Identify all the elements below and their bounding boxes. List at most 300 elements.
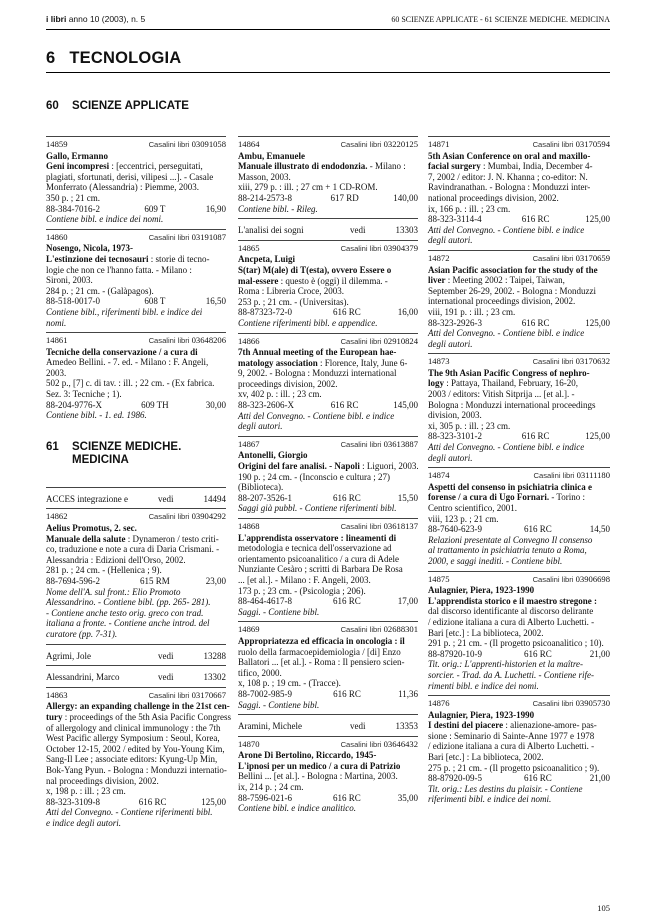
entry-note: Atti del Convegno. - Contiene bibl. e indice xyxy=(238,410,395,421)
entry-header xyxy=(238,439,418,451)
entry-line: Aulagnier, Piera, 1923-1990 xyxy=(428,709,535,720)
entry-number: 14866 xyxy=(238,335,260,346)
code-label: Casalini libri xyxy=(340,739,382,749)
entry-line: The 9th Asian Pacific Congress of nephro- xyxy=(428,367,590,378)
entry-line: plagiati, sfortunati, derisi, vilipesi ...]. - Casale xyxy=(46,171,214,182)
code-number: 03170632 xyxy=(575,356,610,367)
subsection-name: SCIENZE MEDICHE. xyxy=(72,440,182,453)
entry-title: liver xyxy=(428,275,446,286)
entry-note: 2000, e saggi inediti. - Contiene bibl. xyxy=(428,555,563,566)
entry-code xyxy=(341,139,418,151)
entry-note: sorcier. - Trad. da A. Luchetti. - Contiene rife- xyxy=(428,669,594,680)
entry-line: 2003. xyxy=(46,367,67,378)
entry-line: ... [et al.]. - Milano : F. Angeli, 2003. xyxy=(238,574,371,585)
entry-line: viii, 123 p. ; 21 cm. xyxy=(428,513,499,524)
cross-reference xyxy=(46,644,226,666)
entry-note: Contiene bibl., riferimenti bibl. e indice dei xyxy=(46,306,203,317)
entry-header xyxy=(238,739,418,751)
code-number: 03220125 xyxy=(383,139,418,149)
entry-code xyxy=(149,335,226,347)
entry-isbn-row xyxy=(238,307,418,318)
entry-code xyxy=(341,439,418,451)
entry-note: Contiene bibl. - 1. ed. 1986. xyxy=(46,410,147,421)
entry-line: Bologna : Monduzzi international proceedings xyxy=(428,399,596,410)
entry-isbn-row xyxy=(428,773,610,784)
entry-note: italiana a fronte. - Contiene anche introd. del xyxy=(46,618,210,629)
code-label: Casalini libri xyxy=(532,253,574,263)
column-1 xyxy=(46,136,231,832)
entry-code xyxy=(341,739,418,751)
issue-label: anno 10 (2003), n. 5 xyxy=(68,14,146,24)
code-number: 03646432 xyxy=(383,738,418,749)
entry-number: 14874 xyxy=(428,470,450,481)
entry-header xyxy=(428,698,610,710)
price: 30,00 xyxy=(205,399,226,410)
entry-line: ix, 166 p. : ill. ; 23 cm. xyxy=(428,203,511,214)
journal-name: i libri xyxy=(46,14,67,24)
code-label: Casalini libri xyxy=(340,140,382,149)
entry-line: national proceedings division, 2002. xyxy=(428,192,559,203)
code-label: Casalini libri xyxy=(533,471,575,481)
entry-title: forense / a cura di Ugo Fornari. xyxy=(428,492,550,503)
entry-line: Ravindranathan. - Bologna : Monduzzi inter- xyxy=(428,182,591,193)
catalog-entry xyxy=(46,332,226,425)
entry-number: 14870 xyxy=(238,738,260,749)
catalog-entry xyxy=(46,508,226,643)
xref-name: Aramini, Michele xyxy=(238,721,302,732)
entry-line: Geni incompresi : [eccentrici, perseguitati, xyxy=(46,161,203,172)
entry-note: Contiene bibl. e indice dei nomi. xyxy=(46,214,164,225)
entry-note: degli autori. xyxy=(428,338,473,349)
code-label: Casalini libri xyxy=(148,690,190,700)
entry-line: (Biblioteca). xyxy=(238,482,284,493)
entry-line: tifico, 2000. xyxy=(238,667,282,678)
code-number: 02688301 xyxy=(383,624,418,635)
entry-number: 14862 xyxy=(46,511,68,522)
isbn: 88-323-2606-X xyxy=(238,400,294,411)
isbn: 88-214-2573-8 xyxy=(238,192,292,203)
entry-header xyxy=(46,511,226,523)
xref-number: 13302 xyxy=(203,672,226,683)
entry-title: Origini del fare analisi. - Napoli xyxy=(238,461,360,472)
entry-line: Sang-Il Lee ; associate editors: Kyung-Up Min, xyxy=(46,754,218,765)
entry-line: Roma : Libreria Croce, 2003. xyxy=(238,286,344,297)
entry-line: xi, 305 p. : ill. ; 23 cm. xyxy=(428,420,511,431)
classification: 616 RC xyxy=(332,307,361,318)
catalog-entry xyxy=(428,136,610,250)
entry-note: riferimenti bibl. e indice dei nomi. xyxy=(428,794,552,805)
entry-line: Bellini ... [et al.]. - Bologna : Martina, 2003. xyxy=(238,771,398,782)
entry-line: L'apprendista storico e il maestro stregone : xyxy=(428,595,597,606)
entry-line: Aspetti del consenso in psichiatria clinica e xyxy=(428,481,592,492)
entry-isbn-row xyxy=(428,524,610,535)
entry-line: West Pacific allergy Symposium : Seoul, Korea, xyxy=(46,733,220,744)
entry-code xyxy=(533,139,610,151)
entry-header xyxy=(238,624,418,636)
entry-line: 502 p., [7] c. di tav. : ill. ; 22 cm. - (Ex fabrica. xyxy=(46,378,215,389)
entry-line: Appropriatezza ed efficacia in oncologia : il xyxy=(238,635,405,646)
entry-note: Saggi già pubbl. - Contiene riferimenti bibl. xyxy=(238,503,397,514)
isbn: 88-204-9776-X xyxy=(46,399,102,410)
entry-line: L'estinzione dei tecnosauri : storie di tecno- xyxy=(46,253,210,264)
isbn: 88-7002-985-9 xyxy=(238,688,292,699)
section-title xyxy=(46,49,195,68)
code-number: 03905730 xyxy=(575,698,610,709)
entry-number: 14867 xyxy=(238,438,260,449)
entry-isbn-row xyxy=(238,400,418,411)
entry-line: Aelius Promotus, 2. sec. xyxy=(46,523,137,534)
column-2 xyxy=(238,136,418,818)
code-label: Casalini libri xyxy=(148,140,190,149)
entry-title: logy xyxy=(428,378,445,389)
code-number: 03170667 xyxy=(191,689,226,700)
section-name: TECNOLOGIA xyxy=(69,49,182,67)
code-label: Casalini libri xyxy=(148,512,190,522)
entry-note: curatore (pp. 7-31). xyxy=(46,628,118,639)
entry-code xyxy=(533,356,610,368)
entry-line: xv, 402 p. : ill. ; 23 cm. xyxy=(238,389,322,400)
entry-line: Manuale illustrato di endodonzia. - Milano : xyxy=(238,161,406,172)
isbn: 88-87920-09-5 xyxy=(428,773,482,784)
entry-line: co, traduzione e note a cura di Daria Crismani. - xyxy=(46,544,220,555)
entry-note: Atti del Convegno. - Contiene bibl. e indice xyxy=(428,442,585,453)
price: 17,00 xyxy=(397,596,418,607)
code-number: 03170659 xyxy=(575,252,610,263)
price: 16,00 xyxy=(397,307,418,318)
entry-number: 14871 xyxy=(428,139,450,149)
entry-note: al trattamento in psichiatria tenuto a Roma, xyxy=(428,545,587,556)
entry-code xyxy=(533,574,610,586)
classification: 616 RC xyxy=(332,492,361,503)
entry-header xyxy=(46,232,226,244)
entry-line: 5th Asian Conference on oral and maxillo- xyxy=(428,150,591,161)
cross-reference xyxy=(238,714,418,736)
classification: 616 RC xyxy=(332,596,361,607)
entry-note: degli autori. xyxy=(428,235,473,246)
entry-line: liver : Meeting 2002 : Taipei, Taiwan, xyxy=(428,275,565,286)
entry-line: ruolo della farmacoepidemiologia / [di] Enzo xyxy=(238,646,401,657)
journal-issue xyxy=(46,14,145,24)
entry-isbn-row xyxy=(238,596,418,607)
code-label: Casalini libri xyxy=(340,439,382,449)
entry-line: dal discorso identificante al discorso delirante xyxy=(428,606,594,617)
entry-line: 9, 2002. - Bologna : Monduzzi international xyxy=(238,368,397,379)
subsection-name-line2: MEDICINA xyxy=(72,453,129,466)
entry-line: Asian Pacific association for the study of the xyxy=(428,264,598,275)
code-number: 03111180 xyxy=(576,470,610,481)
catalog-entry xyxy=(428,695,610,809)
code-label: Casalini libri xyxy=(340,522,382,531)
catalog-entry xyxy=(46,136,226,229)
entry-code xyxy=(341,521,418,533)
isbn: 88-87920-10-9 xyxy=(428,648,482,659)
code-number: 03613887 xyxy=(383,438,418,449)
isbn: 88-7694-596-2 xyxy=(46,576,100,586)
page-number: 105 xyxy=(597,903,610,913)
entry-line: Bari [etc.] : La biblioteca, 2002. xyxy=(428,752,544,763)
price: 21,00 xyxy=(589,773,610,784)
classification: 616 RC xyxy=(523,524,552,535)
code-label: Casalini libri xyxy=(532,140,574,149)
entry-line: Origini del fare analisi. - Napoli : Liguori, 2003. xyxy=(238,461,419,472)
xref-name: Agrimi, Jole xyxy=(46,650,91,661)
entry-note: rimenti bibl. e indice dei nomi. xyxy=(428,680,539,691)
entry-line: Sez. 3: Tecniche ; 1). xyxy=(46,389,122,400)
subsection-60-title xyxy=(46,100,189,113)
isbn: 88-323-3114-4 xyxy=(428,214,482,225)
entry-line: x, 198 p. : ill. ; 23 cm. xyxy=(46,786,126,797)
cross-reference xyxy=(46,487,226,509)
entry-code xyxy=(533,253,610,265)
price: 16,50 xyxy=(205,296,226,307)
entry-line: 253 p. ; 21 cm. - (Universitas). xyxy=(238,296,349,307)
entry-isbn-row xyxy=(238,793,418,804)
entry-line: logie che non ce l'hanno fatta. - Milano : xyxy=(46,264,192,275)
entry-line: Arone Di Bertolino, Riccardo, 1945- xyxy=(238,750,377,761)
xref-number: 13288 xyxy=(203,650,226,661)
entry-isbn-row xyxy=(238,689,418,700)
catalog-entry xyxy=(238,333,418,436)
entry-header xyxy=(428,139,610,151)
xref-vedi: vedi xyxy=(158,493,174,504)
isbn: 88-207-3526-1 xyxy=(238,492,292,503)
code-label: Casalini libri xyxy=(340,625,382,635)
code-label: Casalini libri xyxy=(148,336,190,346)
entry-line: x, 108 p. ; 19 cm. - (Tracce). xyxy=(238,678,341,689)
entry-line: Nunziante Cesàro ; scritti di Barbara De Rosa xyxy=(238,564,403,575)
code-number: 03170594 xyxy=(575,139,610,149)
entry-line: Centro scientifico, 2001. xyxy=(428,503,517,513)
catalog-entry xyxy=(46,687,231,833)
catalog-entry xyxy=(46,229,226,332)
xref-number: 13303 xyxy=(395,225,418,236)
entry-note: - Contiene anche testo orig. greco con trad. xyxy=(46,607,204,618)
entry-line: Aulagnier, Piera, 1923-1990 xyxy=(428,585,535,596)
catalog-entry xyxy=(238,736,418,818)
entry-number: 14860 xyxy=(46,231,68,242)
entry-note: Relazioni presentate al Convegno Il consenso xyxy=(428,534,593,545)
header-rule xyxy=(46,29,610,30)
classification: 616 RC xyxy=(521,214,550,225)
entry-note: Tit. orig.: L'apprenti-historien et la maître- xyxy=(428,659,584,670)
entry-header xyxy=(238,243,418,255)
entry-header xyxy=(428,253,610,265)
column-3 xyxy=(428,136,610,809)
entry-code xyxy=(149,232,226,244)
entry-line: Monferrato (Alessandria) : Piemme, 2003. xyxy=(46,182,199,193)
code-number: 03906698 xyxy=(575,573,610,584)
entry-isbn-row xyxy=(46,797,226,808)
entry-line: proceedings division, 2002. xyxy=(238,378,338,389)
classification: 616 RC xyxy=(523,648,552,659)
catalog-entry xyxy=(238,518,418,621)
classification: 616 RC xyxy=(333,688,361,699)
entry-number: 14869 xyxy=(238,624,260,635)
isbn: 88-323-3109-8 xyxy=(46,796,100,807)
xref-vedi: vedi xyxy=(158,672,174,683)
isbn: 88-384-7016-2 xyxy=(46,203,100,214)
entry-isbn-row xyxy=(46,296,226,307)
entry-line: Alessandria : Edizioni dell'Orso, 2002. xyxy=(46,554,186,565)
cross-reference xyxy=(238,218,418,240)
entry-number: 14865 xyxy=(238,242,260,253)
entry-line: Antonelli, Giorgio xyxy=(238,450,308,461)
entry-title: Geni incompresi xyxy=(46,161,110,172)
entry-line: Ballatori ... [et al.]. - Roma : Il pensiero scien- xyxy=(238,657,405,668)
entry-note: Atti del Convegno. - Contiene riferimenti bibl. xyxy=(46,807,213,818)
entry-note: Tit. orig.: Les destins du plaisir. - Contiene xyxy=(428,783,583,794)
catalog-entry xyxy=(238,436,418,518)
entry-line: 350 p. ; 21 cm. xyxy=(46,192,100,203)
code-number: 03904292 xyxy=(191,511,226,522)
entry-code xyxy=(534,470,610,482)
entry-line: 7, 2002 / editor: J. N. Khanna ; co-editor: N. xyxy=(428,171,588,182)
entry-line: Bok-Yang Pyun. - Bologna : Monduzzi internatio- xyxy=(46,764,227,775)
entry-line: L'ipnosi per un medico / a cura di Patrizio xyxy=(238,760,401,771)
entry-code xyxy=(341,243,418,255)
entry-line: tury : proceedings of the 5th Asia Pacific Congress xyxy=(46,711,231,722)
entry-title: facial surgery xyxy=(428,161,481,172)
price: 21,00 xyxy=(589,648,610,659)
entry-line: I destini del piacere : alienazione-amore- pas- xyxy=(428,720,597,731)
price: 125,00 xyxy=(585,431,610,442)
catalog-entry xyxy=(428,250,610,353)
code-label: Casalini libri xyxy=(340,336,382,346)
entry-code xyxy=(341,336,418,348)
entry-note: Contiene bibl. e indice analitico. xyxy=(238,803,356,814)
entry-line: ix, 214 p. ; 24 cm. xyxy=(238,782,304,793)
entry-header xyxy=(428,574,610,586)
classification: 616 RC xyxy=(521,317,550,328)
entry-note: Contiene bibl. - Rileg. xyxy=(238,203,318,214)
catalog-entry xyxy=(428,467,610,570)
entry-code xyxy=(149,690,226,702)
entry-line: 281 p. ; 24 cm. - (Hellenica ; 9). xyxy=(46,565,162,576)
xref-number: 13353 xyxy=(395,721,418,732)
entry-line: Ancpeta, Luigi xyxy=(238,254,296,265)
entry-line: Bari [etc.] : La biblioteca, 2002. xyxy=(428,627,544,638)
entry-note: Saggi. - Contiene bibl. xyxy=(238,606,320,617)
classification: 608 T xyxy=(144,296,166,307)
xref-vedi: vedi xyxy=(350,225,366,236)
entry-line: 284 p. ; 21 cm. - (Galàpagos). xyxy=(46,285,154,296)
catalog-entry xyxy=(238,240,418,333)
price: 35,00 xyxy=(397,792,418,803)
entry-isbn-row xyxy=(428,431,610,442)
entry-line: 7th Annual meeting of the European hae- xyxy=(238,347,397,358)
entry-note: degli autori. xyxy=(238,421,283,432)
xref-name: L'analisi dei sogni xyxy=(238,225,304,236)
catalog-entry xyxy=(428,571,610,696)
xref-vedi: vedi xyxy=(158,650,174,661)
entry-isbn-row xyxy=(428,649,610,660)
entry-title: tury xyxy=(46,711,63,722)
isbn: 88-323-3101-2 xyxy=(428,431,482,442)
entry-note: Saggi. - Contiene bibl. xyxy=(238,699,320,710)
entry-line: viii, 191 p. : ill. ; 23 cm. xyxy=(428,306,516,317)
classification: 617 RD xyxy=(330,192,359,203)
entry-line: matology association : Florence, Italy, June 6- xyxy=(238,357,408,368)
section-rule xyxy=(46,72,610,73)
price: 125,00 xyxy=(585,317,610,328)
subsection-number: 60 xyxy=(46,100,59,112)
entry-isbn-row xyxy=(238,193,418,204)
entry-header xyxy=(46,690,226,702)
price: 23,00 xyxy=(205,576,226,586)
price: 16,90 xyxy=(205,203,226,214)
entry-line: October 12-15, 2002 / edited by You-Young Kim, xyxy=(46,743,225,754)
entry-title: matology association xyxy=(238,357,318,368)
entry-number: 14868 xyxy=(238,521,260,531)
entry-note: degli autori. xyxy=(428,452,473,463)
isbn: 88-7596-021-6 xyxy=(238,792,292,803)
entry-isbn-row xyxy=(428,318,610,329)
entry-isbn-row xyxy=(238,493,418,504)
entry-number: 14864 xyxy=(238,139,260,149)
code-label: Casalini libri xyxy=(148,232,190,242)
isbn: 88-7640-623-9 xyxy=(428,524,482,535)
entry-title: L'estinzione dei tecnosauri xyxy=(46,253,149,264)
entry-line: logy : Pattaya, Thailand, February, 16-20, xyxy=(428,378,578,389)
entry-line: xiii, 279 p. : ill. ; 27 cm + 1 CD-ROM. xyxy=(238,182,378,193)
entry-isbn-row xyxy=(46,576,226,587)
price: 11,36 xyxy=(398,688,418,699)
entry-line: / edizione italiana a cura di Alberto Luchetti. - xyxy=(428,741,595,752)
code-label: Casalini libri xyxy=(340,243,382,253)
entry-header xyxy=(238,139,418,151)
price: 15,50 xyxy=(397,492,418,503)
section-number: 6 xyxy=(46,49,56,67)
entry-number: 14875 xyxy=(428,573,450,584)
classification: 616 RC xyxy=(521,431,550,442)
catalog-entry xyxy=(238,621,418,714)
code-number: 03091058 xyxy=(191,139,226,149)
code-number: 03191087 xyxy=(191,231,226,242)
entry-line: / edizione italiana a cura di Alberto Luchetti. - xyxy=(428,616,595,627)
code-number: 02910824 xyxy=(383,335,418,346)
entry-line: orientamento psicoanalitico / a cura di Adele xyxy=(238,553,399,564)
entry-header xyxy=(238,336,418,348)
entry-line: forense / a cura di Ugo Fornari. - Torino : xyxy=(428,492,586,503)
entry-note: e indice degli autori. xyxy=(46,817,121,828)
entry-isbn-row xyxy=(46,204,226,215)
header-section-label: 60 SCIENZE APPLICATE - 61 SCIENZE MEDICHE. MEDICINA xyxy=(391,15,610,24)
classification: 615 RM xyxy=(139,576,170,586)
entry-note: Atti del Convegno. - Contiene bibl. e indice xyxy=(428,328,585,339)
entry-line: L'apprendista osservatore : lineamenti di xyxy=(238,532,397,543)
code-label: Casalini libri xyxy=(532,699,574,709)
entry-line: facial surgery : Mumbai, India, December 4- xyxy=(428,161,593,172)
subsection-name: SCIENZE APPLICATE xyxy=(72,100,189,112)
entry-title: mal-essere xyxy=(238,275,279,286)
entry-line: 291 p. ; 21 cm. - (Il progetto psicoanalitico ; 10). xyxy=(428,638,604,649)
classification: 609 T xyxy=(144,203,166,214)
code-number: 03648206 xyxy=(191,335,226,346)
classification: 616 RC xyxy=(523,773,552,784)
code-number: 03618137 xyxy=(383,521,418,531)
xref-vedi: vedi xyxy=(350,721,366,732)
price: 14,50 xyxy=(589,524,610,535)
entry-header xyxy=(428,356,610,368)
entry-line: Masson, 2003. xyxy=(238,171,291,182)
code-number: 03904379 xyxy=(383,242,418,253)
entry-number: 14873 xyxy=(428,356,450,367)
entry-line: Gallo, Ermanno xyxy=(46,150,109,161)
isbn: 88-87323-72-0 xyxy=(238,307,292,318)
entry-number: 14872 xyxy=(428,252,450,263)
entry-header xyxy=(46,139,226,151)
entry-code xyxy=(149,139,226,151)
